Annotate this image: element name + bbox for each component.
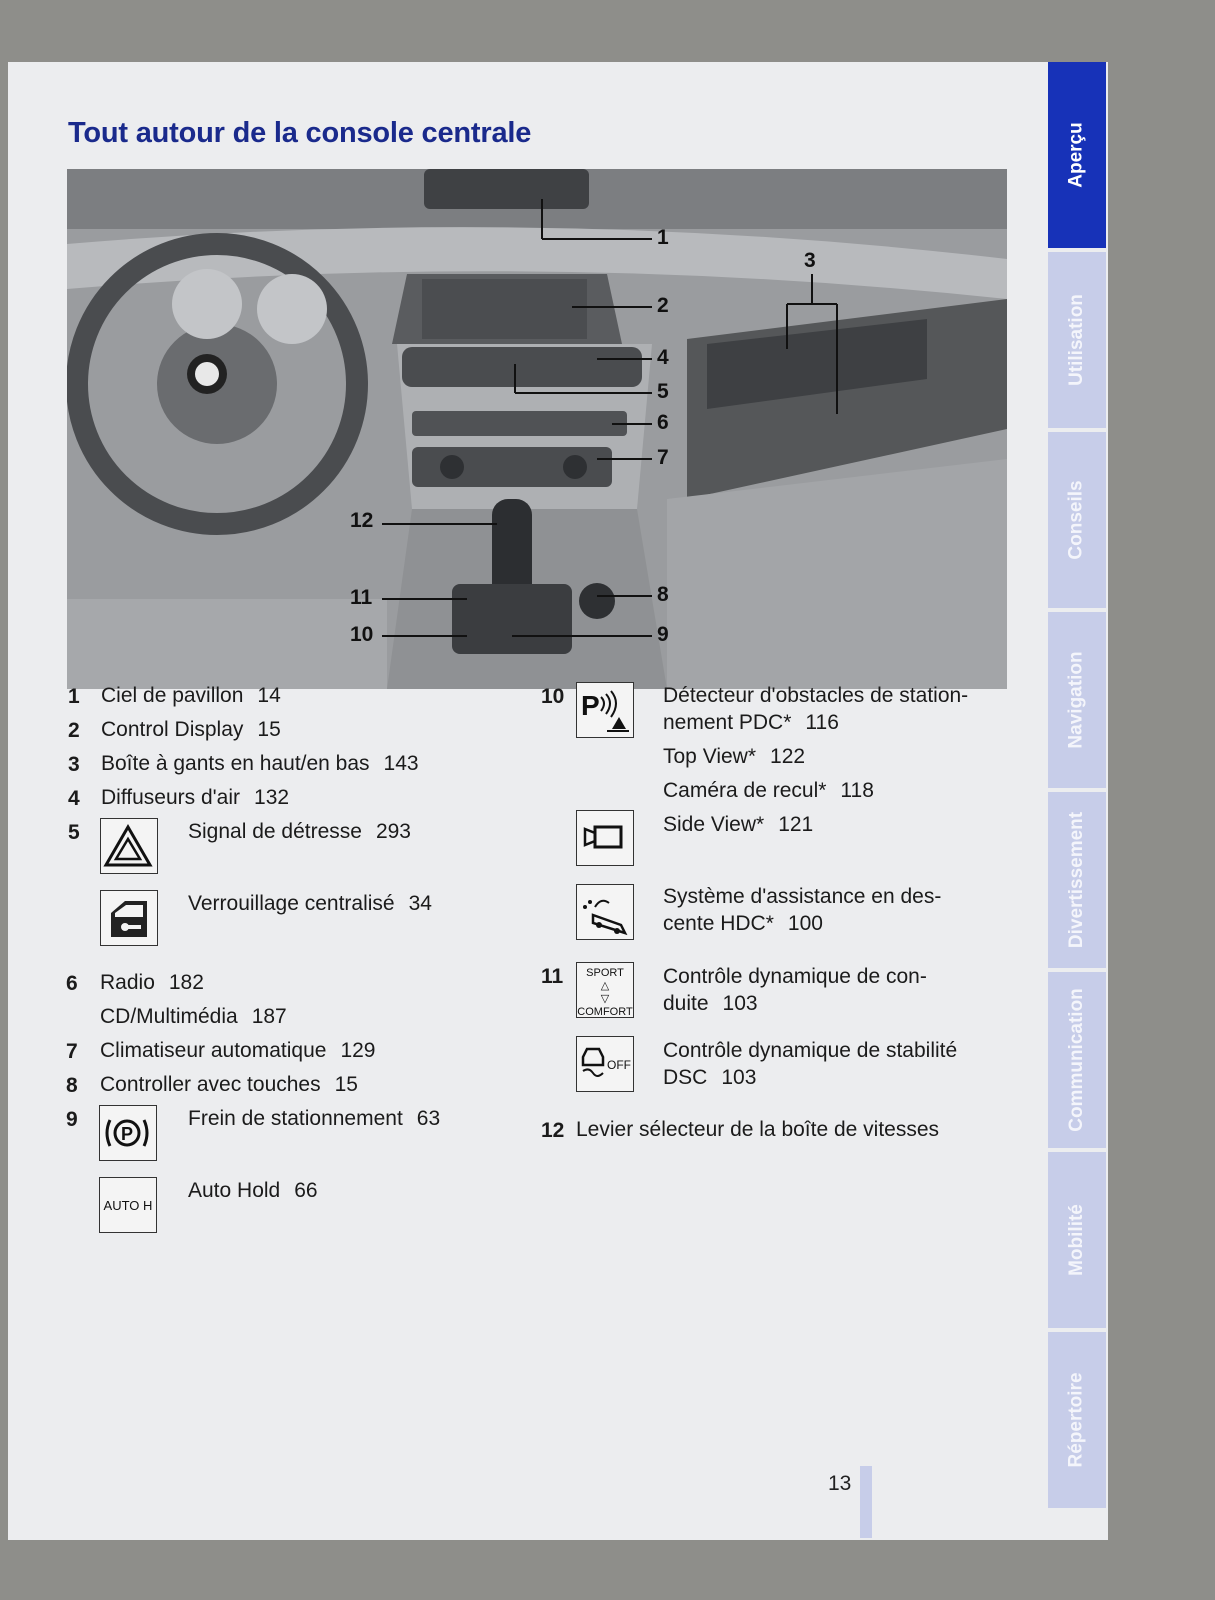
list-item: CD/Multimédia 187 (100, 1005, 287, 1028)
item-number: 7 (66, 1040, 78, 1063)
callout-6: 6 (657, 411, 669, 434)
hill-descent-icon (576, 884, 634, 940)
auto-hold-icon: AUTO H (99, 1177, 157, 1233)
item-number: 9 (66, 1108, 78, 1131)
item-number: 4 (68, 787, 80, 810)
tab-mobilite[interactable]: Mobilité (1048, 1152, 1106, 1328)
callout-11: 11 (350, 586, 373, 609)
manual-page (8, 62, 1108, 1540)
item-number: 12 (541, 1119, 565, 1142)
sport-label: SPORT (586, 967, 624, 979)
dashboard-drawing (67, 169, 1007, 689)
callout-5: 5 (657, 380, 669, 403)
callout-2: 2 (657, 294, 669, 317)
callout-10: 10 (350, 623, 374, 646)
chevron-down-icon: ▽ (600, 993, 610, 1005)
tab-utilisation[interactable]: Utilisation (1048, 252, 1106, 428)
item-number: 8 (66, 1074, 78, 1097)
driving-dynamics-icon (576, 962, 634, 1018)
item-number: 6 (66, 972, 78, 995)
item-number: 3 (68, 753, 80, 776)
svg-text:P: P (581, 690, 600, 721)
tab-divertissement[interactable]: Divertissement (1048, 792, 1106, 968)
list-item: Contrôle dynamique de con- duite 103 (663, 965, 927, 1015)
list-item: Caméra de recul* 118 (663, 779, 874, 802)
list-item: Verrouillage centralisé 34 (188, 892, 432, 915)
camera-icon (576, 810, 634, 866)
list-item: Climatiseur automatique 129 (100, 1039, 376, 1062)
item-number: 5 (68, 821, 80, 844)
callout-4: 4 (657, 346, 669, 369)
callout-3: 3 (804, 249, 816, 272)
page-number: 13 (828, 1472, 852, 1495)
tab-repertoire[interactable]: Répertoire (1048, 1332, 1106, 1508)
list-item: Side View* 121 (663, 813, 814, 836)
list-item: Control Display 15 (101, 718, 281, 741)
callout-7: 7 (657, 446, 669, 469)
svg-text:OFF: OFF (607, 1058, 631, 1072)
comfort-label: COMFORT (577, 1006, 633, 1018)
dashboard-illustration (67, 169, 1007, 689)
callout-9: 9 (657, 623, 669, 646)
list-item: Frein de stationnement 63 (188, 1107, 441, 1130)
list-item: Boîte à gants en haut/en bas 143 (101, 752, 419, 775)
callout-1: 1 (657, 226, 669, 249)
item-number: 10 (541, 685, 565, 708)
item-number: 1 (68, 685, 80, 708)
list-item: Diffuseurs d'air 132 (101, 786, 290, 809)
item-number: 11 (541, 965, 564, 988)
pdc-icon (576, 682, 634, 738)
tab-conseils[interactable]: Conseils (1048, 432, 1106, 608)
list-item: Controller avec touches 15 (100, 1073, 358, 1096)
list-item: Système d'assistance en des- cente HDC* 100 (663, 885, 942, 935)
dsc-off-icon (576, 1036, 634, 1092)
parking-brake-icon (99, 1105, 157, 1161)
svg-text:P: P (120, 1124, 134, 1144)
list-item: Ciel de pavillon 14 (101, 684, 281, 707)
list-item: Signal de détresse 293 (188, 820, 411, 843)
list-item: Levier sélecteur de la boîte de vitesses (576, 1118, 940, 1141)
central-locking-icon (100, 890, 158, 946)
list-item: Détecteur d'obstacles de station- nement PDC* 116 (663, 684, 969, 734)
list-item: Contrôle dynamique de stabilité DSC 103 (663, 1039, 958, 1089)
chevron-up-icon: △ (600, 980, 610, 992)
page-title: Tout autour de la console centrale (68, 117, 532, 149)
tab-navigation[interactable]: Navigation (1048, 612, 1106, 788)
hazard-warning-icon (100, 818, 158, 874)
list-item: Radio 182 (100, 971, 204, 994)
tab-communication[interactable]: Communication (1048, 972, 1106, 1148)
page-marker (860, 1466, 872, 1538)
item-number: 2 (68, 719, 80, 742)
tab-apercu[interactable]: Aperçu (1048, 62, 1106, 248)
list-item: Auto Hold 66 (188, 1179, 318, 1202)
callout-12: 12 (350, 509, 374, 532)
callout-8: 8 (657, 583, 669, 606)
list-item: Top View* 122 (663, 745, 806, 768)
